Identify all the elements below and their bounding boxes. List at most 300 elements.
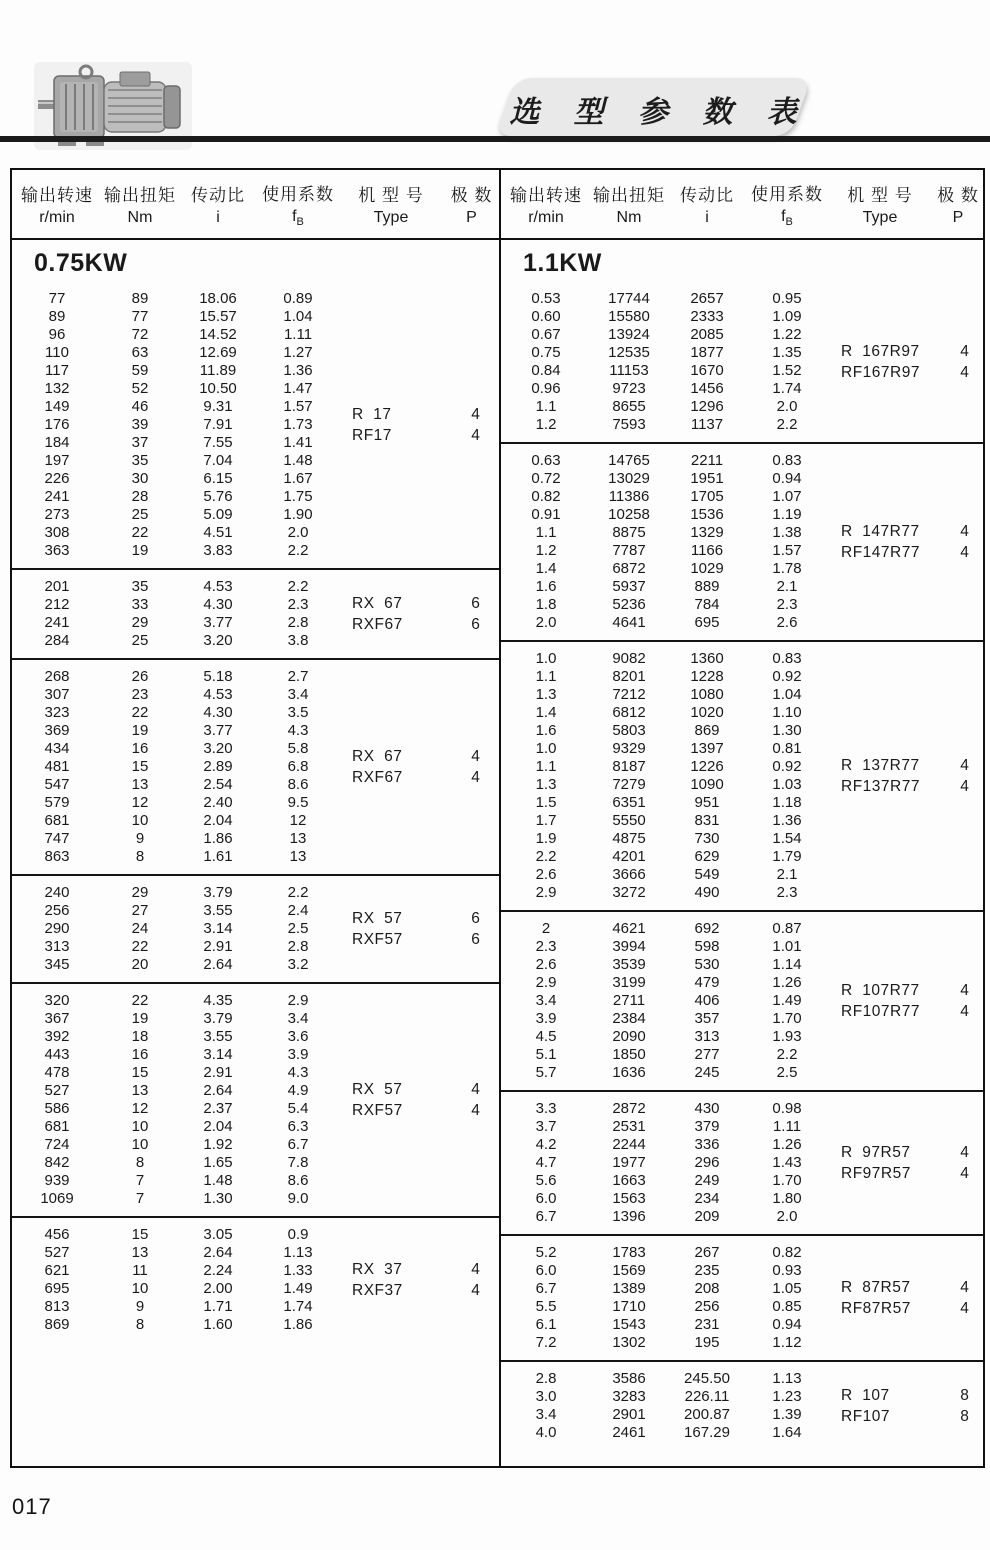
table-cell: 17744 [608, 290, 650, 307]
table-row [12, 992, 499, 1010]
table-cell: 2.3 [287, 596, 309, 613]
table-cell: 19 [131, 1010, 149, 1027]
table-row [12, 884, 499, 902]
table-cell: 22 [131, 704, 149, 721]
table-cell: 1029 [690, 560, 724, 577]
table-cell: 1977 [612, 1154, 646, 1171]
table-cell: 3.83 [203, 542, 233, 559]
table-row [12, 794, 499, 812]
section-rows [501, 1370, 983, 1442]
table-body [12, 240, 499, 1466]
table-cell: 3.4 [535, 992, 557, 1009]
poles-value: 4 [960, 757, 969, 774]
table-cell: 1951 [690, 470, 724, 487]
table-cell: 9082 [612, 650, 646, 667]
table-cell: 0.81 [772, 740, 802, 757]
table-cell: 478 [44, 1064, 70, 1081]
table-cell: 4.3 [287, 1064, 309, 1081]
type-block [338, 908, 496, 950]
table-row [501, 596, 983, 614]
type-model: R 107R77 [841, 982, 920, 999]
table-cell: 1.1 [535, 668, 557, 685]
type-model: RXF37 [352, 1282, 403, 1299]
table-cell: 784 [694, 596, 720, 613]
table-cell: 13 [131, 1082, 149, 1099]
table-cell: 5.8 [287, 740, 309, 757]
table-row [12, 704, 499, 722]
table-section [12, 658, 499, 874]
table-cell: 1.78 [772, 560, 802, 577]
table-cell: 345 [44, 956, 70, 973]
table-cell: 12 [131, 1100, 149, 1117]
table-cell: 7.55 [203, 434, 233, 451]
table-cell: 63 [131, 344, 149, 361]
type-block [338, 1259, 496, 1301]
table-cell: 284 [44, 632, 70, 649]
table-cell: 4.53 [203, 578, 233, 595]
type-model: RXF57 [352, 1102, 403, 1119]
type-row [338, 404, 496, 425]
header-unit: i [705, 209, 709, 226]
table-cell: 149 [44, 398, 70, 415]
table-cell: 1.70 [772, 1172, 802, 1189]
poles-value: 4 [471, 748, 480, 765]
table-cell: 6.1 [535, 1316, 557, 1333]
table-cell: 1.3 [535, 686, 557, 703]
table-cell: 0.94 [772, 470, 802, 487]
table-cell: 11.89 [199, 362, 237, 379]
table-cell: 201 [44, 578, 70, 595]
table-section [501, 910, 983, 1090]
table-cell: 0.72 [531, 470, 561, 487]
table-row [12, 812, 499, 830]
table-cell: 2.1 [776, 578, 798, 595]
table-cell: 6.0 [535, 1262, 557, 1279]
header-label: 机 型 号 [358, 186, 424, 205]
table-cell: 1.54 [772, 830, 802, 847]
type-row [827, 1142, 985, 1163]
table-cell: 24 [131, 920, 149, 937]
table-row [501, 1208, 983, 1226]
table-cell: 2711 [612, 992, 646, 1009]
type-row [338, 929, 496, 950]
table-cell: 547 [44, 776, 70, 793]
poles-value: 4 [960, 343, 969, 360]
table-cell: 6.3 [287, 1118, 309, 1135]
type-model: RF97R57 [841, 1165, 911, 1182]
table-cell: 1166 [690, 542, 724, 559]
table-cell: 46 [131, 398, 149, 415]
table-cell: 2.2 [535, 848, 557, 865]
table-cell: 1.8 [535, 596, 557, 613]
table-cell: 7212 [612, 686, 646, 703]
type-model: RXF57 [352, 931, 403, 948]
table-cell: 10258 [608, 506, 650, 523]
table-cell: 4.7 [535, 1154, 557, 1171]
table-cell: 2.91 [203, 1064, 233, 1081]
header-label: 传动比 [680, 186, 734, 205]
header-cell [12, 181, 102, 227]
table-cell: 1.67 [283, 470, 313, 487]
table-cell: 200.87 [684, 1406, 730, 1423]
table-cell: 1.1 [535, 524, 557, 541]
table-cell: 96 [48, 326, 66, 343]
table-cell: 1.49 [772, 992, 802, 1009]
table-cell: 3.55 [203, 1028, 233, 1045]
table-row [501, 704, 983, 722]
table-cell: 1.65 [203, 1154, 233, 1171]
table-cell: 12 [289, 812, 307, 829]
table-cell: 277 [694, 1046, 720, 1063]
table-cell: 3.8 [287, 632, 309, 649]
table-cell: 1.86 [283, 1316, 313, 1333]
table-cell: 2 [541, 920, 551, 937]
table-section [501, 282, 983, 442]
table-cell: 89 [131, 290, 149, 307]
table-cell: 1.70 [772, 1010, 802, 1027]
table-cell: 1090 [690, 776, 724, 793]
table-cell: 1329 [690, 524, 724, 541]
table-cell: 363 [44, 542, 70, 559]
poles-value: 4 [960, 1165, 969, 1182]
table-cell: 5.2 [535, 1244, 557, 1261]
poles-value: 6 [471, 910, 480, 927]
poles-value: 4 [960, 1300, 969, 1317]
table-cell: 27 [131, 902, 149, 919]
table-cell: 3586 [612, 1370, 646, 1387]
table-cell: 1710 [612, 1298, 646, 1315]
table-cell: 1.92 [203, 1136, 233, 1153]
table-cell: 6872 [612, 560, 646, 577]
type-model: RF87R57 [841, 1300, 911, 1317]
poles-value: 6 [471, 616, 480, 633]
poles-value: 6 [471, 931, 480, 948]
table-cell: 2.8 [535, 1370, 557, 1387]
table-cell: 7787 [612, 542, 646, 559]
type-model: R 17 [352, 406, 392, 423]
table-cell: 13924 [608, 326, 650, 343]
table-cell: 1.09 [772, 308, 802, 325]
table-cell: 7.8 [287, 1154, 309, 1171]
table-cell: 273 [44, 506, 70, 523]
table-cell: 23 [131, 686, 149, 703]
type-row [827, 776, 985, 797]
table-cell: 167.29 [684, 1424, 730, 1441]
table-cell: 481 [44, 758, 70, 775]
table-cell: 3.79 [203, 884, 233, 901]
table-cell: 30 [131, 470, 149, 487]
table-cell: 2.5 [776, 1064, 798, 1081]
table-row [501, 848, 983, 866]
table-row [12, 830, 499, 848]
table-cell: 1389 [612, 1280, 646, 1297]
type-row [827, 542, 985, 563]
table-cell: 1850 [612, 1046, 646, 1063]
table-cell: 1.3 [535, 776, 557, 793]
table-cell: 1.61 [203, 848, 233, 865]
table-cell: 77 [131, 308, 149, 325]
table-cell: 3.0 [535, 1388, 557, 1405]
table-cell: 813 [44, 1298, 70, 1315]
table-cell: 29 [131, 614, 149, 631]
table-cell: 724 [44, 1136, 70, 1153]
table-cell: 842 [44, 1154, 70, 1171]
table-row [12, 524, 499, 542]
header-cell [178, 181, 258, 227]
table-row [501, 470, 983, 488]
table-cell: 25 [131, 506, 149, 523]
type-block [827, 755, 985, 797]
table-cell: 7593 [612, 416, 646, 433]
table-cell: 0.82 [531, 488, 561, 505]
table-cell: 1.2 [535, 542, 557, 559]
poles-value: 8 [960, 1387, 969, 1404]
poles-value: 4 [960, 523, 969, 540]
table-cell: 5.1 [535, 1046, 557, 1063]
type-model: RX 57 [352, 1081, 403, 1098]
table-cell: 5803 [612, 722, 646, 739]
table-cell: 2.2 [776, 1046, 798, 1063]
table-cell: 2.64 [203, 1082, 233, 1099]
table-cell: 15 [131, 758, 149, 775]
table-cell: 0.93 [772, 1262, 802, 1279]
table-cell: 2.0 [287, 524, 309, 541]
table-cell: 5550 [612, 812, 646, 829]
table-cell: 1.75 [283, 488, 313, 505]
type-model: RF107R77 [841, 1003, 920, 1020]
table-cell: 15.57 [199, 308, 237, 325]
table-cell: 235 [694, 1262, 720, 1279]
table-cell: 15580 [608, 308, 650, 325]
table-cell: 1.74 [772, 380, 802, 397]
table-cell: 0.94 [772, 1316, 802, 1333]
type-row [827, 1001, 985, 1022]
type-model: RXF67 [352, 769, 403, 786]
table-row [501, 956, 983, 974]
table-section [501, 1234, 983, 1360]
table-cell: 681 [44, 812, 70, 829]
table-cell: 1.9 [535, 830, 557, 847]
section-rows [12, 290, 499, 560]
poles-value: 4 [471, 1102, 480, 1119]
table-cell: 730 [694, 830, 720, 847]
table-cell: 1360 [690, 650, 724, 667]
table-row [12, 848, 499, 866]
table-cell: 1.27 [283, 344, 313, 361]
poles-value: 4 [471, 1261, 480, 1278]
table-cell: 3.6 [287, 1028, 309, 1045]
table-cell: 479 [694, 974, 720, 991]
table-cell: 4.53 [203, 686, 233, 703]
table-cell: 3272 [612, 884, 646, 901]
table-cell: 1.0 [535, 650, 557, 667]
table-cell: 110 [45, 344, 69, 361]
table-cell: 0.92 [772, 668, 802, 685]
table-row [12, 1226, 499, 1244]
table-cell: 434 [44, 740, 70, 757]
header-cell [501, 181, 591, 227]
table-cell: 586 [44, 1100, 70, 1117]
header-label: 机 型 号 [847, 186, 913, 205]
type-model: R 107 [841, 1387, 890, 1404]
table-cell: 4641 [612, 614, 646, 631]
table-cell: 1.18 [772, 794, 802, 811]
power-heading: 1.1KW [523, 249, 602, 277]
table-cell: 9.31 [203, 398, 233, 415]
header-unit-sub: B [785, 216, 793, 229]
table-cell: 0.89 [283, 290, 313, 307]
table-cell: 307 [44, 686, 70, 703]
table-cell: 296 [694, 1154, 720, 1171]
table-cell: 249 [694, 1172, 720, 1189]
table-cell: 6.8 [287, 758, 309, 775]
table-cell: 3.14 [203, 1046, 233, 1063]
table-cell: 951 [694, 794, 720, 811]
table-cell: 3539 [612, 956, 646, 973]
table-cell: 256 [694, 1298, 720, 1315]
table-cell: 2384 [612, 1010, 646, 1027]
table-cell: 6812 [612, 704, 646, 721]
table-cell: 1.4 [535, 560, 557, 577]
table-cell: 15 [131, 1064, 149, 1081]
table-cell: 18.06 [199, 290, 237, 307]
table-cell: 3.5 [287, 704, 309, 721]
poles-value: 4 [960, 364, 969, 381]
table-cell: 2.0 [776, 1208, 798, 1225]
header-cell [591, 181, 667, 227]
table-cell: 308 [44, 524, 70, 541]
type-row [827, 362, 985, 383]
table-cell: 3.9 [535, 1010, 557, 1027]
table-section [12, 282, 499, 568]
table-cell: 9723 [612, 380, 646, 397]
type-model: RF17 [352, 427, 392, 444]
poles-value: 4 [960, 544, 969, 561]
table-cell: 1.03 [772, 776, 802, 793]
header-label: 传动比 [191, 186, 245, 205]
table-cell: 241 [44, 614, 70, 631]
table-cell: 2.5 [287, 920, 309, 937]
table-cell: 1.26 [772, 974, 802, 991]
table-cell: 695 [44, 1280, 70, 1297]
poles-value: 8 [960, 1408, 969, 1425]
table-row [501, 812, 983, 830]
type-model: RX 67 [352, 748, 403, 765]
table-cell: 9 [135, 1298, 145, 1315]
poles-value: 4 [960, 1279, 969, 1296]
table-cell: 2.54 [203, 776, 233, 793]
table-body [501, 240, 983, 1466]
table-cell: 1.11 [283, 326, 313, 343]
table-cell: 1.7 [535, 812, 557, 829]
table-row [501, 1046, 983, 1064]
table-row [12, 1028, 499, 1046]
type-model: R 97R57 [841, 1144, 911, 1161]
table-cell: 1.57 [283, 398, 313, 415]
table-cell: 0.91 [531, 506, 561, 523]
table-cell: 1.33 [283, 1262, 313, 1279]
table-row [501, 830, 983, 848]
header-unit: Type [373, 209, 409, 226]
section-rows [12, 578, 499, 650]
table-cell: 37 [131, 434, 149, 451]
table-row [501, 722, 983, 740]
type-block [338, 1079, 496, 1121]
table-cell: 2.04 [203, 1118, 233, 1135]
type-model: R 137R77 [841, 757, 920, 774]
table-cell: 2.37 [203, 1100, 233, 1117]
table-cell: 0.83 [772, 650, 802, 667]
table-cell: 2.40 [203, 794, 233, 811]
table-cell: 10 [131, 1118, 149, 1135]
table-cell: 0.63 [531, 452, 561, 469]
table-cell: 1.48 [283, 452, 313, 469]
table-cell: 1.93 [772, 1028, 802, 1045]
table-cell: 1.80 [772, 1190, 802, 1207]
table-cell: 8201 [612, 668, 646, 685]
table-row [501, 614, 983, 632]
table-row [12, 488, 499, 506]
table-cell: 245 [694, 1064, 720, 1081]
table-row [12, 362, 499, 380]
table-cell: 2.0 [776, 398, 798, 415]
header-label: 输出扭矩 [104, 186, 176, 205]
table-cell: 16 [131, 740, 149, 757]
table-row [12, 326, 499, 344]
table-cell: 9.5 [287, 794, 309, 811]
table-cell: 1.64 [772, 1424, 802, 1441]
table-cell: 4.5 [535, 1028, 557, 1045]
table-cell: 939 [44, 1172, 70, 1189]
table-cell: 8655 [612, 398, 646, 415]
table-cell: 0.75 [531, 344, 561, 361]
table-cell: 1.36 [283, 362, 313, 379]
table-0-75kw [12, 170, 501, 1466]
table-cell: 2.6 [535, 956, 557, 973]
table-cell: 1226 [690, 758, 724, 775]
table-cell: 212 [44, 596, 70, 613]
header-unit: r/min [528, 209, 564, 226]
table-cell: 0.95 [772, 290, 802, 307]
section-rows [501, 650, 983, 902]
table-cell: 2085 [690, 326, 724, 343]
table-cell: 1.5 [535, 794, 557, 811]
page-number: 017 [12, 1494, 52, 1519]
table-cell: 8187 [612, 758, 646, 775]
header-label: 使用系数 [262, 184, 334, 204]
table-cell: 1302 [612, 1334, 646, 1351]
type-row [338, 908, 496, 929]
header-label: 输出扭矩 [593, 186, 665, 205]
table-cell: 9329 [612, 740, 646, 757]
table-cell: 1636 [612, 1064, 646, 1081]
table-cell: 2.2 [287, 542, 309, 559]
table-cell: 6.7 [535, 1208, 557, 1225]
table-cell: 1456 [690, 380, 724, 397]
table-cell: 1.57 [772, 542, 802, 559]
type-model: R 147R77 [841, 523, 920, 540]
table-cell: 0.53 [531, 290, 561, 307]
table-cell: 1.13 [283, 1244, 313, 1261]
table-cell: 209 [694, 1208, 720, 1225]
table-row [12, 452, 499, 470]
table-cell: 226.11 [684, 1388, 730, 1405]
table-cell: 1.79 [772, 848, 802, 865]
table-cell: 0.92 [772, 758, 802, 775]
poles-value: 4 [471, 406, 480, 423]
section-rows [501, 920, 983, 1082]
table-cell: 117 [45, 362, 69, 379]
